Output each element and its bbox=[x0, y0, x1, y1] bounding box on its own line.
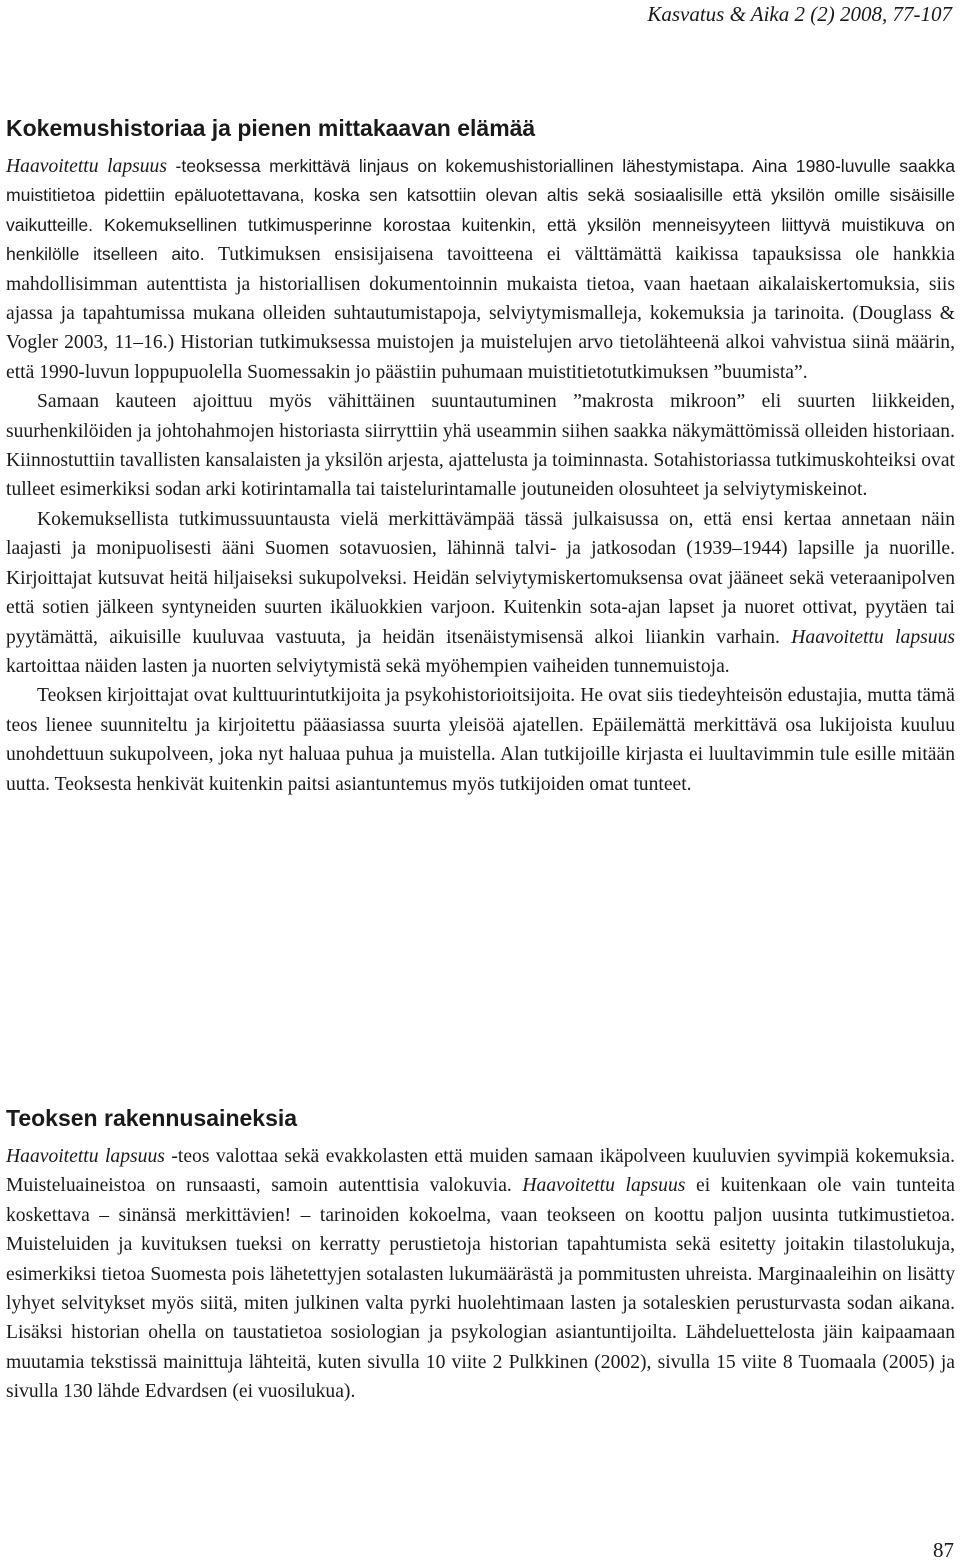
paragraph-text: Tutkimuksen ensisijaisena tavoitteena ei välttämättä kaikissa tapauksissa ole hankkia mahdollisimman autenttista ja historiallisen dokumentoinnin mukaista tietoa, vaan haetaan aikalaiskertomuksia, siis ajassa ja tapahtumissa mukana olleiden suhtautumistapoja, selviytymismalleja, kokemuksia ja tarinoita. (Douglass & Vogler 2003, 11–16.) Historian tutkimuksessa muistojen ja muistelujen arvo tietolähteenä alkoi vahvistua siinä määrin, että 1990-luvun loppupuolella Suomessakin jo päästiin puhumaan muistitietotutkimuksen ”buumista”. bbox=[6, 244, 955, 383]
paragraph bbox=[6, 152, 955, 387]
paragraph-text: ei kuitenkaan ole vain tunteita koskettava – sinänsä merkittävien! – tarinoiden kokoelma, vaan teokseen on koottu paljon uusinta tutkimustietoa. Muisteluiden ja kuvituksen tueksi on kerratty perustietoja historian tapahtumista sekä esitetty joitakin tilastolukuja, esimerkiksi tietoa Suomesta pois lähetettyjen sotalasten lukumäärästä ja pommitusten uhreista. Marginaaleihin on lisätty lyhyet selvitykset myös siitä, miten julkinen valta pyrki huolehtimaan lasten ja sotaleskien perusturvasta sodan aikana. Lisäksi historian ohella on taustatietoa sosiologian ja psykologian asiantuntijoilta. Lähdeluettelosta jäin kaipaamaan muutamia tekstissä mainittuja lähteitä, kuten sivulla 10 viite 2 Pulkkinen (2002), sivulla 15 viite 8 Tuomaala (2005) ja sivulla 130 lähde Edvardsen (ei vuosilukua). bbox=[6, 1175, 955, 1403]
book-title: Haavoitettu lapsuus bbox=[6, 156, 167, 177]
section-building-blocks bbox=[6, 1102, 955, 1407]
running-head: Kasvatus & Aika 2 (2) 2008, 77-107 bbox=[647, 2, 952, 26]
section-heading: Kokemushistoriaa ja pienen mittakaavan elämää bbox=[6, 115, 536, 141]
book-title: Haavoitettu lapsuus bbox=[6, 1146, 165, 1167]
paragraph-text: kartoittaa näiden lasten ja nuorten selviytymistä sekä myöhempien vaiheiden tunnemuistoja. bbox=[6, 655, 730, 677]
paragraph-text: -teoksessa merkittävä linjaus on kokemushistoriallinen lähestymistapa. Aina 1980-luvulle saakka muistitietoa pidettiin epäluotettavana, koska sen katsottiin olevan altis sekä sosiaalisille että yksilön omille sisäisille vaikutteille. Kokemuksellinen tutkimusperinne korostaa kuitenkin, että yksilön menneisyyteen liittyvä muistikuva on henkilölle itselleen aito. bbox=[6, 156, 955, 265]
section-experience-history bbox=[6, 112, 955, 799]
book-title: Haavoitettu lapsuus bbox=[791, 626, 955, 648]
paragraph-text: Kokemuksellista tutkimussuuntausta vielä merkittävämpää tässä julkaisussa on, että ensi kertaa annetaan näin laajasti ja monipuolisesti ääni Suomen sotavuosien, lähinnä talvi- ja jatkosodan (1939–1944) lapsille ja nuorille. Kirjoittajat kutsuvat heitä hiljaiseksi sukupolveksi. Heidän selviytymiskertomuksensa ovat jääneet sekä veteraanipolven että sotien jälkeen syntyneiden suurten ikäluokkien varjoon. Kuitenkin sota-ajan lapset ja nuoret ottivat, pyytäen tai pyytämättä, aikuisille kuuluvaa vastuuta, ja heidän itsenäistymisensä alkoi liiankin varhain. bbox=[6, 508, 955, 648]
paragraph: Samaan kauteen ajoittuu myös vähittäinen suuntautuminen ”makrosta mikroon” eli suurten liikkeiden, suurhenkilöiden ja johtohahmojen historiasta siirryttiin yhä useammin siihen saakka näkymättömissä olleiden historiaan. Kiinnostuttiin tavallisten kansalaisten ja yksilön arjesta, ajattelusta ja toiminnasta. Sotahistoriassa tutkimuskohteiksi ovat tulleet esimerkiksi sodan arki kotirintamalla tai taistelurintamalle joutuneiden olosuhteet ja selviytymiskeinot. bbox=[6, 391, 955, 501]
paragraph bbox=[6, 1142, 955, 1407]
paragraph: Teoksen kirjoittajat ovat kulttuurintutkijoita ja psykohistorioitsijoita. He ovat siis tiedeyhteisön edustajia, mutta tämä teos lienee suunniteltu ja kirjoitettu pääasiassa suurta yleisöä ajatellen. Epäilemättä merkittävä osa lukijoista kuuluu unohdettuun sukupolveen, joka nyt haluaa puhua ja muistella. Alan tutkijoille kirjasta ei luultavimmin tule esille mitään uutta. Teoksesta henkivät kuitenkin paitsi asiantuntemus myös tutkijoiden omat tunteet. bbox=[6, 685, 955, 795]
paragraph bbox=[6, 505, 955, 681]
section-heading: Teoksen rakennusaineksia bbox=[6, 1105, 298, 1131]
book-title: Haavoitettu lapsuus bbox=[522, 1175, 686, 1197]
page-number: 87 bbox=[933, 1538, 954, 1562]
paragraph-text: -teos valottaa sekä evakkolasten että muiden samaan ikäpolveen kuuluvien syvimpiä kokemuksia. Muisteluaineistoa on runsaasti, samoin autenttisia valokuvia. bbox=[6, 1146, 955, 1197]
